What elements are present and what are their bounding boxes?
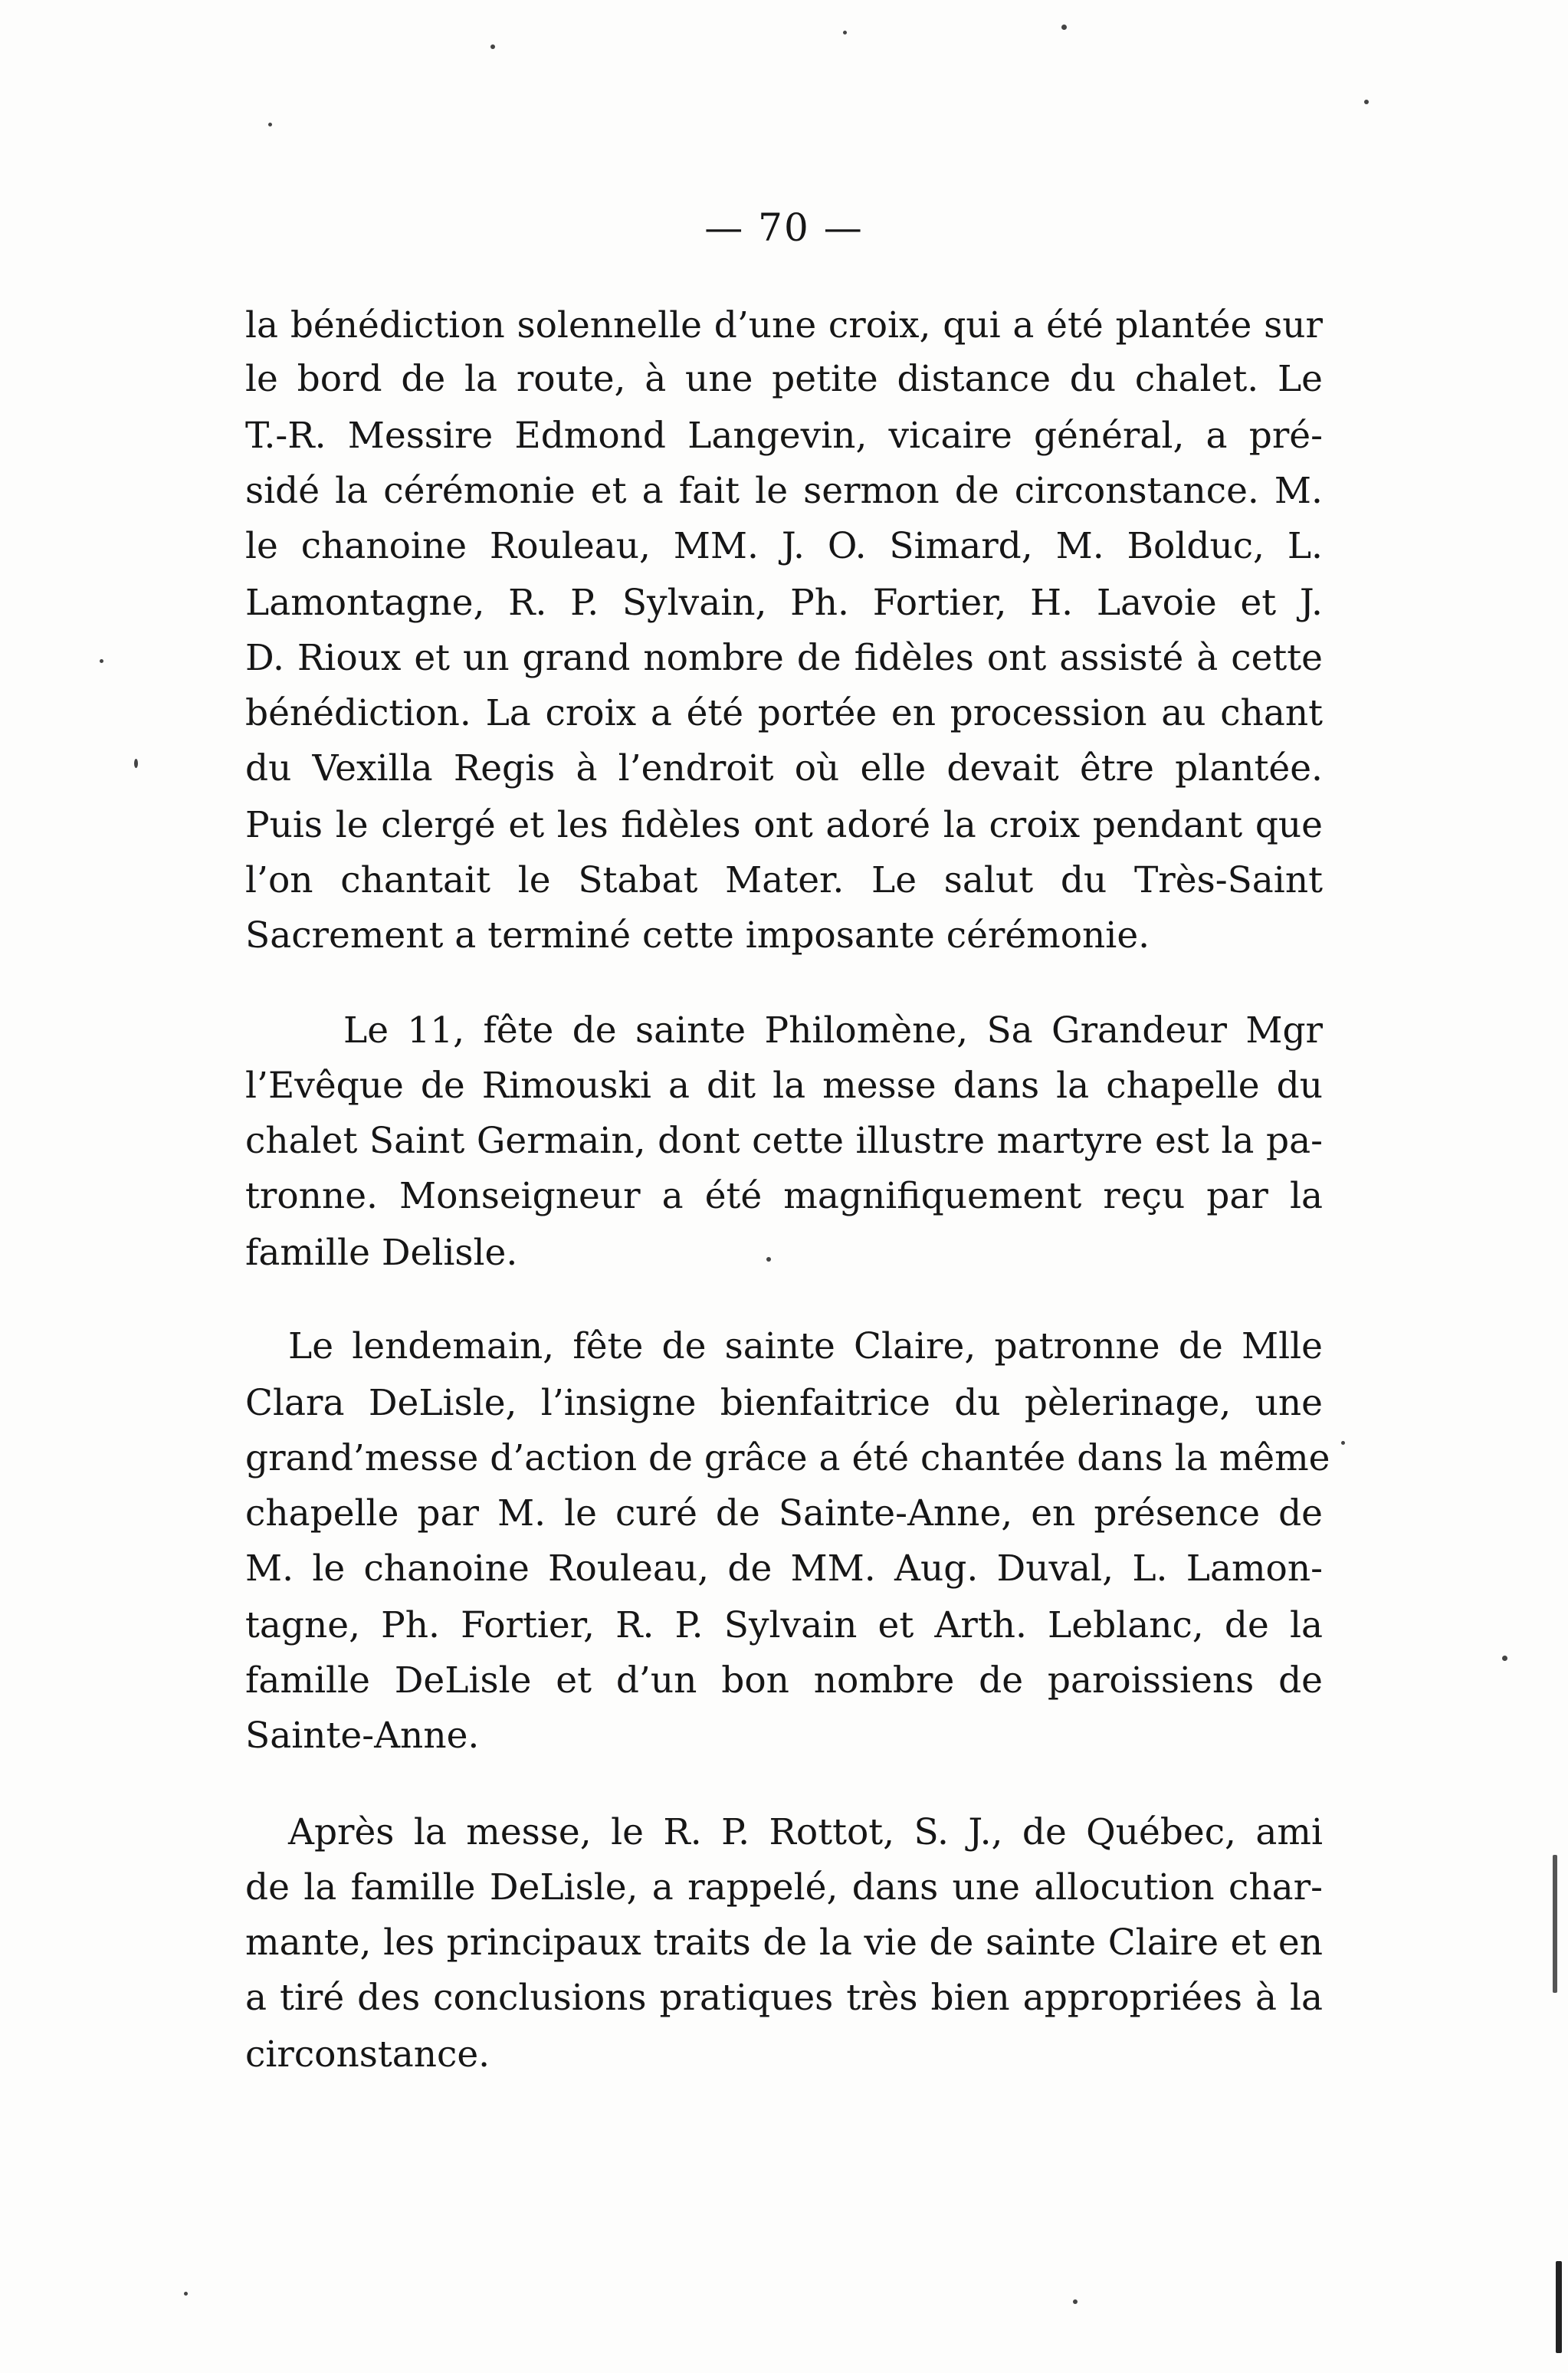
text-line: Puis le clergé et les fidèles ont adoré la croix pendant que xyxy=(245,804,1323,846)
text-line: M. le chanoine Rouleau, de MM. Aug. Duval, L. Lamon- xyxy=(245,1548,1323,1590)
text-line: D. Rioux et un grand nombre de fidèles ont assisté à cette xyxy=(245,637,1323,679)
text-line: a tiré des conclusions pratiques très bien appropriées à la xyxy=(245,1977,1323,2019)
text-line: de la famille DeLisle, a rappelé, dans une allocution char- xyxy=(245,1866,1323,1909)
text-line: tronne. Monseigneur a été magnifiquement reçu par la xyxy=(245,1175,1323,1217)
text-line: famille Delisle. xyxy=(245,1232,518,1274)
text-line: Lamontagne, R. P. Sylvain, Ph. Fortier, H. Lavoie et J. xyxy=(245,582,1323,624)
text-line: chalet Saint Germain, dont cette illustre martyre est la pa- xyxy=(245,1120,1323,1162)
text-line: du Vexilla Regis à l’endroit où elle devait être plantée. xyxy=(245,747,1323,789)
text-line: bénédiction. La croix a été portée en procession au chant xyxy=(245,692,1323,734)
text-line: sidé la cérémonie et a fait le sermon de circonstance. M. xyxy=(245,470,1323,512)
page-number: — 70 — xyxy=(704,205,864,250)
text-line: l’Evêque de Rimouski a dit la messe dans la chapelle du xyxy=(245,1065,1323,1107)
text-line: Le lendemain, fête de sainte Claire, patronne de Mlle xyxy=(288,1325,1323,1367)
text-line: Clara DeLisle, l’insigne bienfaitrice du pèlerinage, une xyxy=(245,1382,1323,1424)
text-line: Sainte-Anne. xyxy=(245,1715,480,1757)
text-line: chapelle par M. le curé de Sainte-Anne, en présence de xyxy=(245,1492,1323,1534)
text-line: le bord de la route, à une petite distance du chalet. Le xyxy=(245,358,1323,400)
text-line: circonstance. xyxy=(245,2033,490,2076)
text-line: grand’messe d’action de grâce a été chantée dans la même xyxy=(245,1437,1330,1479)
text-line: la bénédiction solennelle d’une croix, qui a été plantée sur xyxy=(245,304,1323,346)
text-line: tagne, Ph. Fortier, R. P. Sylvain et Arth. Leblanc, de la xyxy=(245,1604,1323,1646)
text-line: l’on chantait le Stabat Mater. Le salut du Très-Saint xyxy=(245,859,1323,901)
text-line: mante, les principaux traits de la vie de sainte Claire et en xyxy=(245,1922,1323,1964)
text-line: famille DeLisle et d’un bon nombre de paroissiens de xyxy=(245,1659,1323,1702)
text-line: Après la messe, le R. P. Rottot, S. J., de Québec, ami xyxy=(288,1811,1323,1853)
text-line: T.-R. Messire Edmond Langevin, vicaire général, a pré- xyxy=(245,415,1323,457)
text-line: Sacrement a terminé cette imposante cérémonie. xyxy=(245,914,1150,957)
text-line: Le 11, fête de sainte Philomène, Sa Grandeur Mgr xyxy=(343,1009,1323,1052)
text-line: le chanoine Rouleau, MM. J. O. Simard, M. Bolduc, L. xyxy=(245,525,1323,567)
